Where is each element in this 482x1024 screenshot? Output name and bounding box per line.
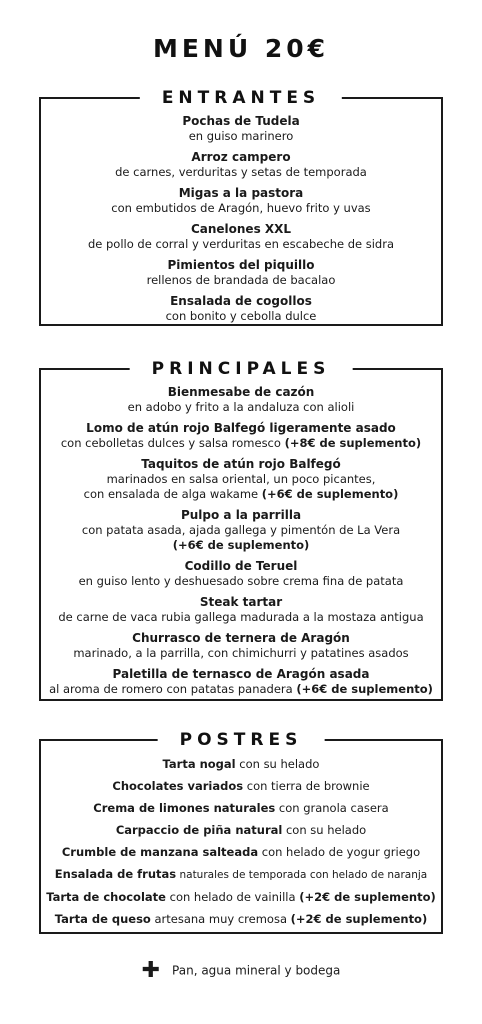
principales-heading: PRINCIPALES bbox=[130, 357, 353, 381]
dish-name: Canelones XXL bbox=[190, 222, 292, 236]
menu-item bbox=[41, 457, 441, 502]
menu-item bbox=[41, 841, 441, 863]
description-text: con ensalada de alga wakame bbox=[83, 487, 262, 501]
menu-item bbox=[41, 421, 441, 451]
dish-name: Churrasco de ternera de Aragón bbox=[132, 631, 350, 645]
dish-name: Carpaccio de piña natural bbox=[115, 823, 283, 837]
dish-name: Ensalada de cogollos bbox=[170, 294, 312, 308]
dish-description bbox=[41, 436, 441, 451]
dish-description bbox=[41, 682, 441, 697]
dish-description: con su helado bbox=[235, 757, 320, 771]
dish-name: Pochas de Tudela bbox=[182, 114, 300, 128]
dish-name: Paletilla de ternasco de Aragón asada bbox=[112, 667, 370, 681]
dish-description: rellenos de brandada de bacalao bbox=[146, 273, 336, 287]
description-text: en guiso lento y deshuesado sobre crema fina de patata bbox=[78, 574, 404, 588]
dish-name: Crema de limones naturales bbox=[93, 801, 276, 815]
dish-description: con helado de yogur griego bbox=[258, 845, 421, 859]
dish-name: Taquitos de atún rojo Balfegó bbox=[141, 457, 341, 471]
supplement-note: (+2€ de suplemento) bbox=[299, 890, 436, 904]
dish-description: con bonito y cebolla dulce bbox=[165, 309, 317, 323]
dish-name: Steak tartar bbox=[199, 595, 283, 609]
footer-text: Pan, agua mineral y bodega bbox=[172, 963, 341, 978]
menu-item bbox=[41, 559, 441, 589]
dish-description bbox=[41, 400, 441, 415]
dish-description bbox=[41, 574, 441, 589]
menu-item bbox=[41, 819, 441, 841]
menu-item bbox=[41, 294, 441, 324]
dish-description: naturales de temporada con helado de naranja bbox=[176, 869, 428, 881]
dish-name: Migas a la pastora bbox=[178, 186, 304, 200]
description-text: con patata asada, ajada gallega y pimentón de La Vera bbox=[81, 523, 401, 537]
menu-item bbox=[41, 667, 441, 697]
menu-item bbox=[41, 886, 441, 908]
menu-item bbox=[41, 595, 441, 625]
dish-description bbox=[41, 487, 441, 502]
dish-description: de carnes, verduritas y setas de temporada bbox=[115, 165, 367, 179]
dish-description: con su helado bbox=[282, 823, 367, 837]
supplement-note: (+6€ de suplemento) bbox=[296, 682, 433, 696]
entrantes-section bbox=[39, 88, 443, 326]
menu-item bbox=[41, 258, 441, 288]
dish-description: con embutidos de Aragón, huevo frito y uvas bbox=[111, 201, 371, 215]
supplement-note: (+6€ de suplemento) bbox=[261, 487, 399, 501]
dish-description: de pollo de corral y verduritas en escabeche de sidra bbox=[87, 237, 395, 251]
dish-description bbox=[41, 472, 441, 487]
menu-item bbox=[41, 385, 441, 415]
menu-item bbox=[41, 908, 441, 930]
menu-item bbox=[41, 797, 441, 819]
dish-description bbox=[41, 538, 441, 553]
menu-item bbox=[41, 775, 441, 797]
dish-description bbox=[41, 523, 441, 538]
dish-name: Ensalada de frutas bbox=[54, 867, 177, 881]
description-text: marinados en salsa oriental, un poco picantes, bbox=[106, 472, 376, 486]
description-text: al aroma de romero con patatas panadera bbox=[49, 682, 297, 696]
postres-section bbox=[39, 730, 443, 934]
description-text: con cebolletas dulces y salsa romesco bbox=[60, 436, 285, 450]
footer-note bbox=[0, 957, 482, 983]
menu-item bbox=[41, 150, 441, 180]
principales-list bbox=[41, 385, 441, 703]
menu-item bbox=[41, 508, 441, 553]
dish-name: Lomo de atún rojo Balfegó ligeramente asado bbox=[86, 421, 396, 435]
description-text: marinado, a la parrilla, con chimichurri y patatines asados bbox=[73, 646, 409, 660]
dish-description: con granola casera bbox=[275, 801, 389, 815]
description-text: de carne de vaca rubia gallega madurada a la mostaza antigua bbox=[58, 610, 424, 624]
dish-description: artesana muy cremosa bbox=[150, 912, 291, 926]
menu-item bbox=[41, 222, 441, 252]
principales-section bbox=[39, 359, 443, 701]
plus-icon: ✚ bbox=[141, 957, 161, 983]
dish-name: Tarta de queso bbox=[54, 912, 151, 926]
dish-name: Tarta nogal bbox=[162, 757, 236, 771]
dish-description: con tierra de brownie bbox=[243, 779, 370, 793]
postres-heading: POSTRES bbox=[158, 728, 325, 752]
dish-description bbox=[41, 610, 441, 625]
menu-item bbox=[41, 753, 441, 775]
menu-item bbox=[41, 186, 441, 216]
supplement-note: (+6€ de suplemento) bbox=[172, 538, 310, 552]
dish-name: Pimientos del piquillo bbox=[167, 258, 315, 272]
dish-name: Chocolates variados bbox=[112, 779, 244, 793]
menu-title: MENÚ 20€ bbox=[152, 34, 330, 63]
dish-description: en guiso marinero bbox=[188, 129, 294, 143]
description-text: en adobo y frito a la andaluza con alioli bbox=[127, 400, 355, 414]
dish-description bbox=[41, 646, 441, 661]
entrantes-list bbox=[41, 114, 441, 330]
supplement-note: (+2€ de suplemento) bbox=[290, 912, 428, 926]
dish-name: Pulpo a la parrilla bbox=[180, 508, 302, 522]
dish-name: Crumble de manzana salteada bbox=[61, 845, 259, 859]
menu-item bbox=[41, 863, 441, 886]
dish-description: con helado de vainilla bbox=[165, 890, 300, 904]
postres-list bbox=[41, 753, 441, 930]
dish-name: Tarta de chocolate bbox=[46, 890, 166, 904]
dish-name: Arroz campero bbox=[191, 150, 291, 164]
menu-item bbox=[41, 631, 441, 661]
dish-name: Codillo de Teruel bbox=[184, 559, 298, 573]
dish-name: Bienmesabe de cazón bbox=[167, 385, 315, 399]
entrantes-heading: ENTRANTES bbox=[140, 86, 342, 110]
supplement-note: (+8€ de suplemento) bbox=[284, 436, 422, 450]
menu-item bbox=[41, 114, 441, 144]
